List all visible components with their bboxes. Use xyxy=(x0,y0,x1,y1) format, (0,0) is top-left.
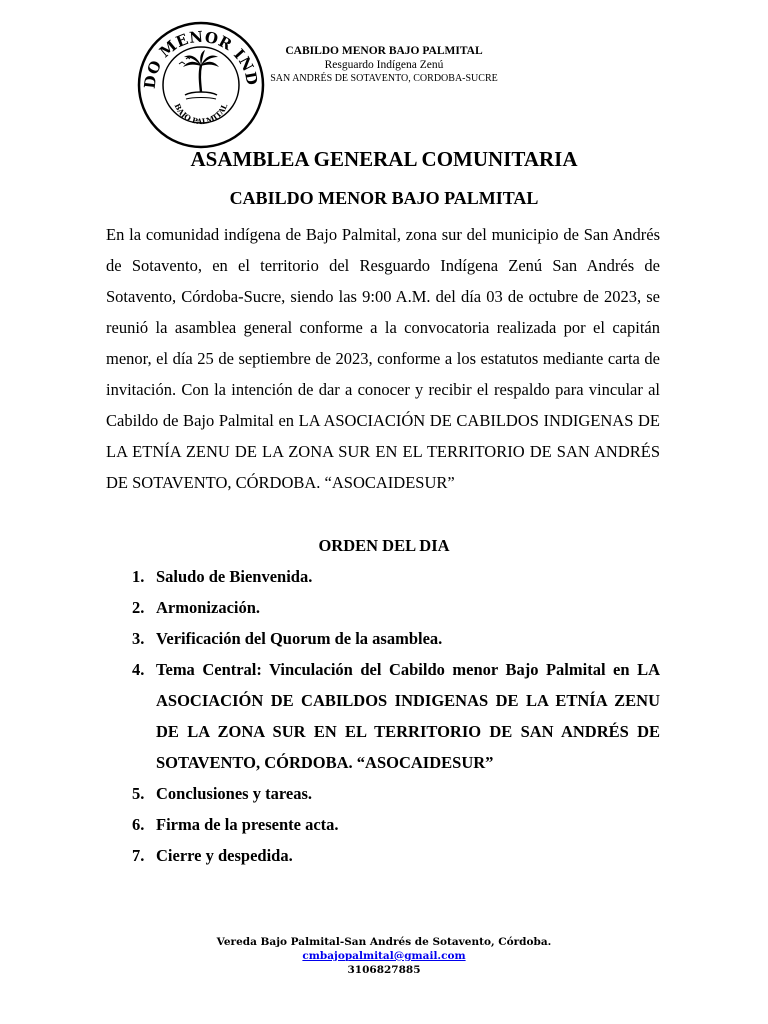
document-subtitle: CABILDO MENOR BAJO PALMITAL xyxy=(229,188,539,208)
letterhead xyxy=(250,44,518,86)
body-paragraph: En la comunidad indígena de Bajo Palmital, zona sur del municipio de San Andrés de Sotavento, en el territorio del Resguardo Indígena Zenú San Andrés de Sotavento, Córdoba-Sucre, siendo las 9:00 A.M. del día 03 de octubre de 2023, se reunió la asamblea general conforme a la convocatoria realizada por el capitán menor, el día 25 de septiembre de 2023, conforme a los estatutos mediante carta de invitación. Con la intención de dar a conocer y recibir el respaldo para vincular al Cabildo de Bajo Palmital en LA ASOCIACIÓN DE CABILDOS INDIGENAS DE LA ETNÍA ZENU DE LA ZONA SUR EN EL TERRITORIO DE SAN ANDRÉS DE SOTAVENTO, CÓRDOBA. “ASOCAIDESUR” xyxy=(106,225,660,492)
agenda-item xyxy=(132,654,660,778)
agenda-item xyxy=(132,809,660,840)
footer-address: Vereda Bajo Palmital-San Andrés de Sotavento, Córdoba. xyxy=(216,936,552,948)
org-name: CABILDO MENOR BAJO PALMITAL xyxy=(285,45,483,57)
footer-phone: 3106827885 xyxy=(347,964,421,976)
org-location: SAN ANDRÉS DE SOTAVENTO, CORDOBA-SUCRE xyxy=(270,73,498,84)
document-title: ASAMBLEA GENERAL COMUNITARIA xyxy=(190,147,578,171)
agenda-item-number: 4. xyxy=(132,660,145,679)
agenda-title: ORDEN DEL DIA xyxy=(318,536,450,555)
seal-ring-text: DO MENOR IND xyxy=(140,27,262,90)
agenda-item-text: Firma de la presente acta. xyxy=(156,815,339,834)
agenda-item-number: 2. xyxy=(132,598,145,617)
seal-inner-text: BAJO PALMITAL xyxy=(172,102,230,127)
agenda-item-text: Conclusiones y tareas. xyxy=(156,784,312,803)
agenda-item-text: Cierre y despedida. xyxy=(156,846,293,865)
agenda-item xyxy=(132,840,660,871)
agenda-item xyxy=(132,561,660,592)
palm-tree-icon xyxy=(179,50,219,99)
agenda-item-number: 7. xyxy=(132,846,145,865)
agenda-item-number: 5. xyxy=(132,784,145,803)
page-footer xyxy=(0,935,768,977)
agenda-item-text: Tema Central: Vinculación del Cabildo menor Bajo Palmital en LA ASOCIACIÓN DE CABILDOS INDIGENAS DE LA ETNÍA ZENU DE LA ZONA SUR EN EL TERRITORIO DE SAN ANDRÉS DE SOTAVENTO, CÓRDOBA. “ASOCAIDESUR” xyxy=(156,660,660,772)
seal-svg xyxy=(136,20,266,150)
agenda-item xyxy=(132,592,660,623)
agenda-item-text: Armonización. xyxy=(156,598,261,617)
agenda-item-number: 6. xyxy=(132,815,145,834)
agenda-item-text: Verificación del Quorum de la asamblea. xyxy=(156,629,443,648)
agenda-item-number: 1. xyxy=(132,567,145,586)
agenda-item xyxy=(132,778,660,809)
cabildo-seal xyxy=(136,20,266,150)
resguardo-name: Resguardo Indígena Zenú xyxy=(324,59,444,71)
agenda-item-number: 3. xyxy=(132,629,145,648)
footer-email-link[interactable]: cmbajopalmital@gmail.com xyxy=(302,950,466,962)
agenda-item-text: Saludo de Bienvenida. xyxy=(156,567,313,586)
agenda-item xyxy=(132,623,660,654)
agenda-list xyxy=(132,561,660,871)
